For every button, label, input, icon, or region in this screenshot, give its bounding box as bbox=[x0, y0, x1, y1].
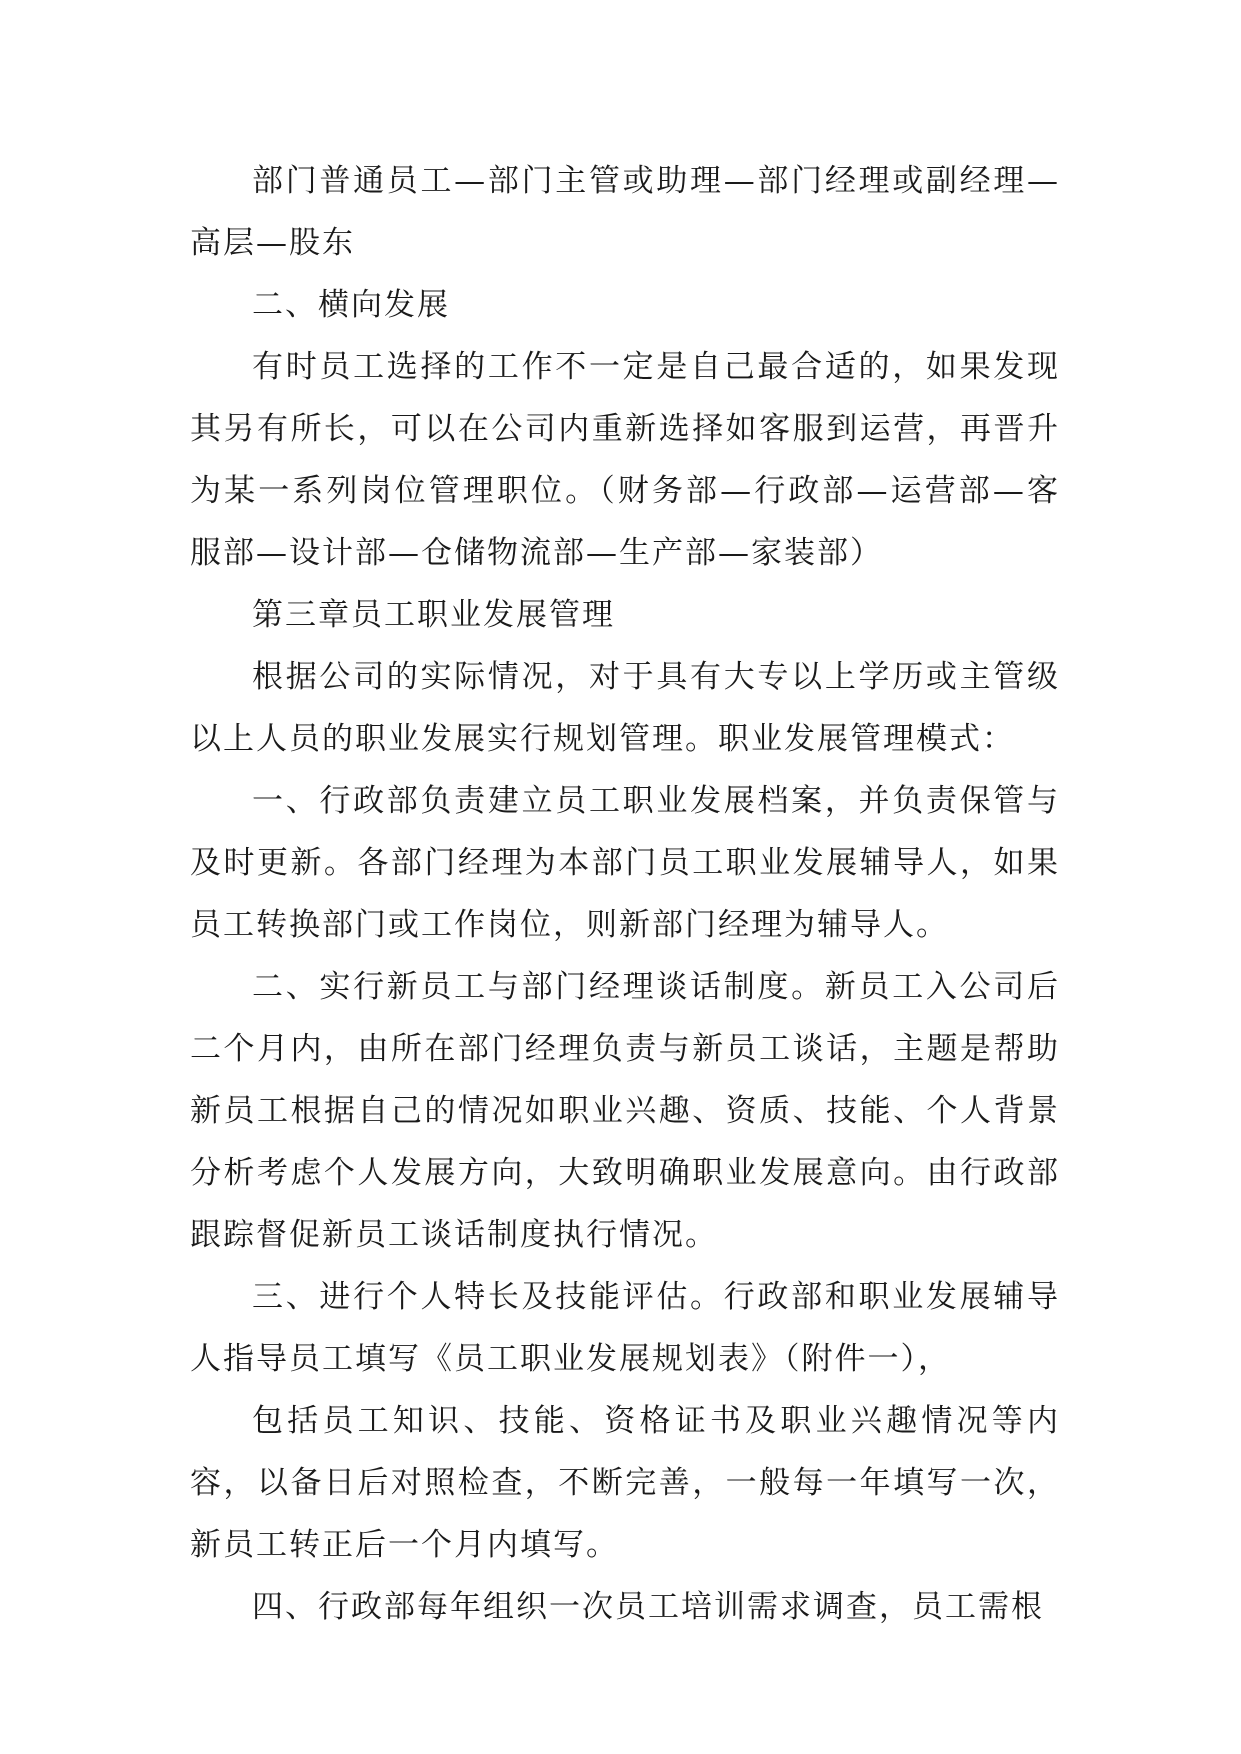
paragraph-item-2: 二、实行新员工与部门经理谈话制度。新员工入公司后二个月内，由所在部门经理负责与新员工谈话，主题是帮助新员工根据自己的情况如职业兴趣、资质、技能、个人背景分析考虑个人发展方向，大致明确职业发展意向。由行政部跟踪督促新员工谈话制度执行情况。 bbox=[190, 969, 1060, 1253]
document-body bbox=[190, 150, 1060, 1638]
paragraph-career-path: 部门普通员工—部门主管或助理—部门经理或副经理—高层—股东 bbox=[190, 163, 1060, 261]
chapter-title: 第三章员工职业发展管理 bbox=[252, 597, 615, 633]
paragraph-management-intro: 根据公司的实际情况，对于具有大专以上学历或主管级以上人员的职业发展实行规划管理。职业发展管理模式： bbox=[190, 659, 1060, 757]
paragraph-horizontal-development: 有时员工选择的工作不一定是自己最合适的，如果发现其另有所长，可以在公司内重新选择如客服到运营，再晋升为某一系列岗位管理职位。（财务部—行政部—运营部—客服部—设计部—仓储物流部—生产部—家装部） bbox=[190, 349, 1060, 571]
paragraph-item-4: 四、行政部每年组织一次员工培训需求调查，员工需根 bbox=[252, 1589, 1044, 1625]
paragraph-item-3: 三、进行个人特长及技能评估。行政部和职业发展辅导人指导员工填写《员工职业发展规划表》（附件一）， bbox=[190, 1279, 1060, 1377]
paragraph-item-3-continued: 包括员工知识、技能、资格证书及职业兴趣情况等内容，以备日后对照检查，不断完善，一般每一年填写一次，新员工转正后一个月内填写。 bbox=[190, 1403, 1060, 1563]
paragraph-item-1: 一、行政部负责建立员工职业发展档案，并负责保管与及时更新。各部门经理为本部门员工职业发展辅导人，如果员工转换部门或工作岗位，则新部门经理为辅导人。 bbox=[190, 783, 1060, 943]
heading-horizontal-development: 二、横向发展 bbox=[252, 287, 450, 323]
